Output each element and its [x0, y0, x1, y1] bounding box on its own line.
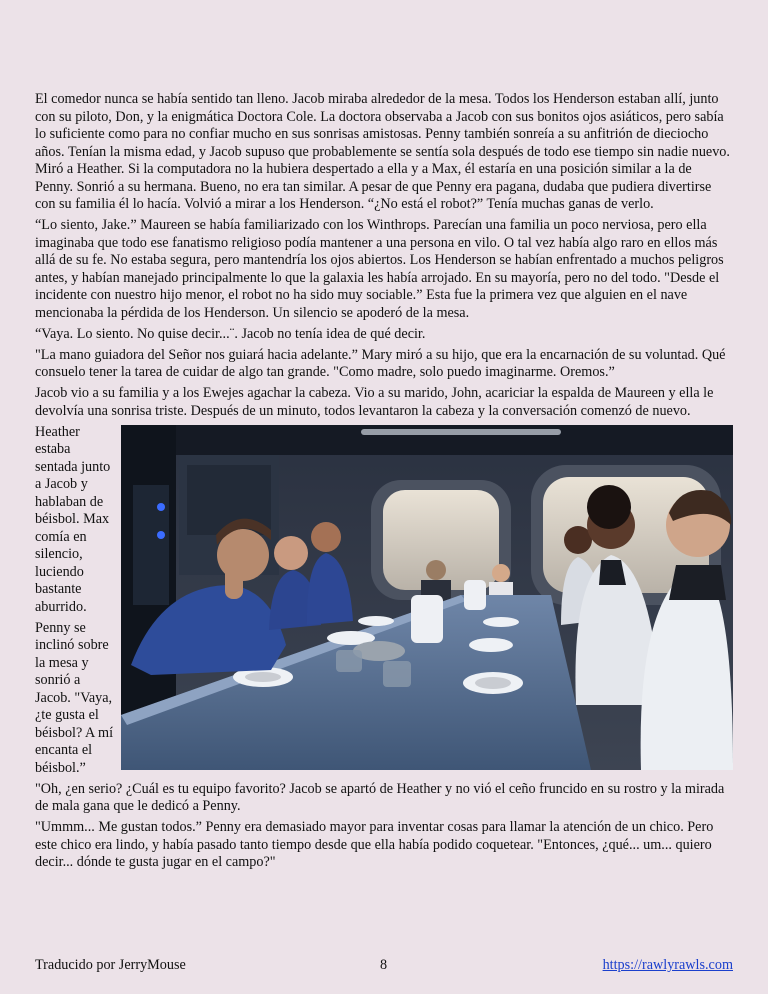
- paragraph: Penny se inclinó sobre la mesa y sonrió a Jacob. "Vaya, ¿te gusta el béisbol? A mí encanta el béisbol.”: [35, 619, 114, 776]
- paragraph: “Vaya. Lo siento. No quise decir...¨. Jacob no tenía idea de qué decir.: [35, 325, 426, 342]
- dining-room-illustration: [121, 425, 733, 770]
- website-link[interactable]: https://rawlyrawls.com: [602, 957, 733, 973]
- paragraph: El comedor nunca se había sentido tan lleno. Jacob miraba alrededor de la mesa. Todos los Henderson estaban allí, junto con su piloto, Don, y la enigmática Doctora Cole. La doctora observaba a Jacob con sus bonitos ojos asiáticos, pero sabía lo suficiente como para no confiar mucho en sus sonrisas amistosas. Penny también sonreía a su anfitrión de dieciocho años. Tenían la misma edad, y Jacob supuso que probablemente se sentía sola después de todo ese tiempo sin nadie nuevo. Miró a Heather. Si la computadora no la hubiera despertado a ella y a Max, él estaría en una posición similar a la de Penny. Sonrió a su hermana. Bueno, no era tan similar. A pesar de que Penny era pagana, dudaba que pudiera divertirse con su familia él lo hacía. Volvió a mirar a los Henderson. “¿No está el robot?” Tenía muchas ganas de verlo.: [35, 91, 730, 212]
- paragraph: Jacob vio a su familia y a los Ewejes agachar la cabeza. Vio a su marido, John, acariciar la espalda de Maureen y ella le devolvía una sonrisa triste. Después de un minuto, todos levantaron la cabeza y la conversación comenzó de nuevo.: [35, 385, 714, 419]
- story-text: [35, 91, 733, 875]
- paragraph: "Oh, ¿en serio? ¿Cuál es tu equipo favorito? Jacob se apartó de Heather y no vió el ceño fruncido en su rostro y la mirada de mala gana que le dedicó a Penny.: [35, 780, 725, 814]
- paragraph: “Lo siento, Jake.” Maureen se había familiarizado con los Winthrops. Parecían una familia un poco nerviosa, pero ella imaginaba que todo ese fanatismo religioso podía mantener a una persona en vilo. O tal vez había algo raro en ellos más allá de su fe. No estaba segura, pero mantendría los ojos abiertos. Los Henderson se habían enfrentado a muchos peligros antes, y habían manejado principalmente lo que la galaxia les había arrojado. En su mayoría, pero no del todo. "Desde el incidente con nuestro hijo menor, el robot no ha sido muy sociable.” Esta fue la primera vez que alguien en el nave mencionaba la pérdida de los Henderson. Un silencio se apoderó de la mesa.: [35, 217, 724, 321]
- paragraph: "La mano guiadora del Señor nos guiará hacia adelante.” Mary miró a su hijo, que era la encarnación de su voluntad. Qué consuelo tener la tarea de cuidar de algo tan grande. "Como madre, solo puedo imaginarme. Oremos.”: [35, 346, 726, 380]
- translator-credit: Traducido por JerryMouse: [35, 957, 186, 973]
- page-number: 8: [380, 957, 388, 973]
- paragraph: Heather estaba sentada junto a Jacob y hablaban de béisbol. Max comía en silencio, luciendo bastante aburrido.: [35, 423, 111, 615]
- paragraph: "Ummm... Me gustan todos.” Penny era demasiado mayor para inventar cosas para llamar la atención de un chico. Pero este chico era lindo, y había pasado tanto tiempo desde que ella había podido coquetear. "Entonces, ¿qué... um... quiero decir... dónde te gusta jugar en el campo?": [35, 819, 714, 870]
